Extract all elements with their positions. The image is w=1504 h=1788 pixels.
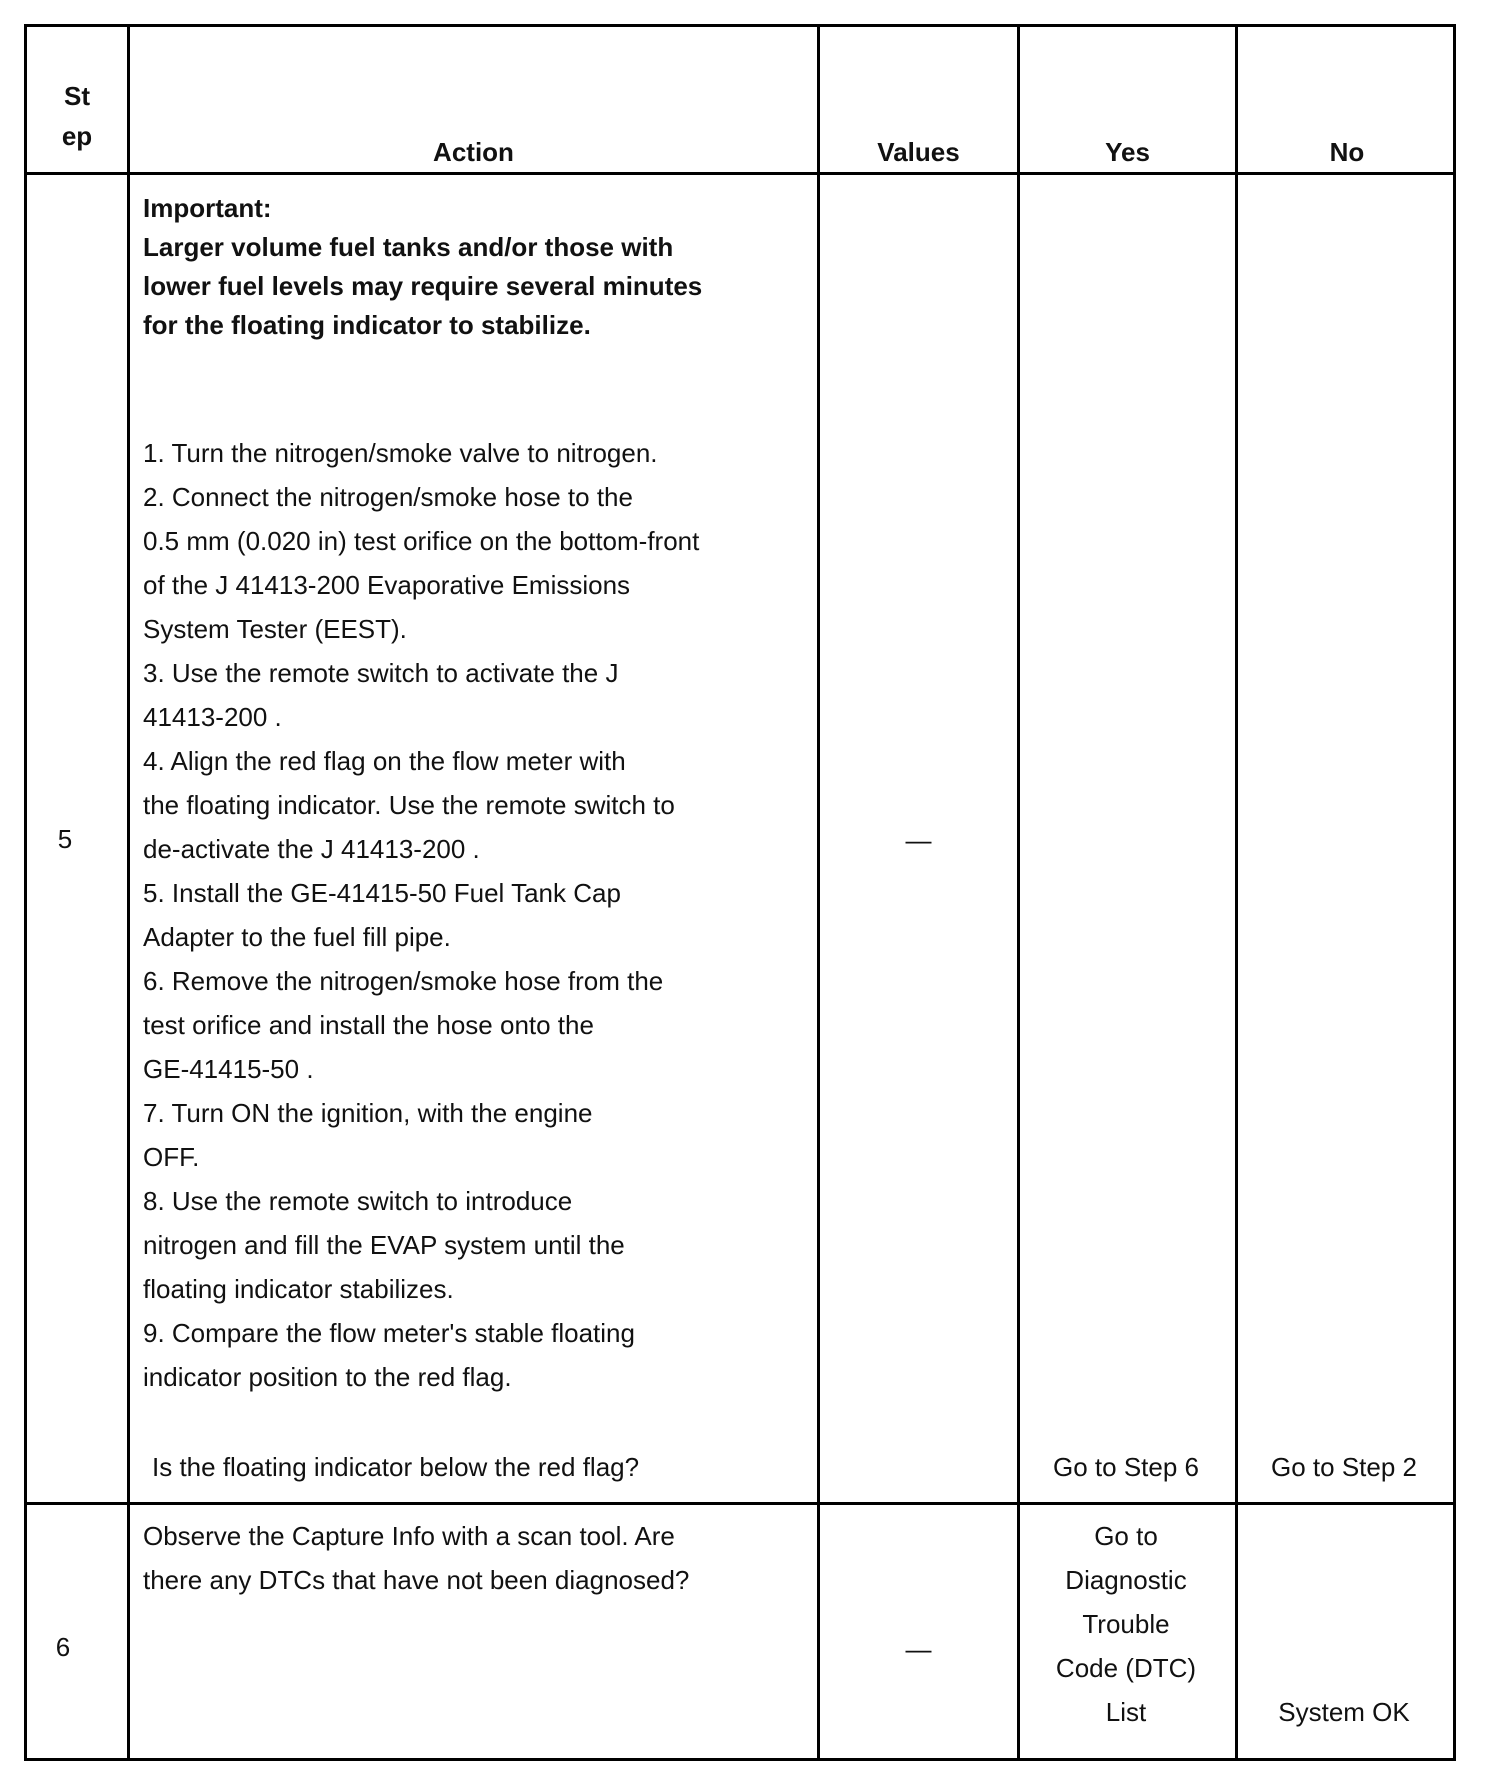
header-no: No: [1329, 137, 1365, 167]
values-dash: —: [905, 1634, 932, 1664]
important-label: Important:: [143, 193, 272, 223]
action-line: 2. Connect the nitrogen/smoke hose to the: [143, 482, 633, 512]
action-line: floating indicator stabilizes.: [143, 1274, 454, 1304]
action-line: of the J 41413-200 Evaporative Emissions: [143, 570, 631, 600]
values-dash: —: [905, 825, 932, 855]
action-text: [143, 1514, 813, 1602]
action-line: System Tester (EEST).: [143, 614, 407, 644]
important-line: Larger volume fuel tanks and/or those with: [143, 232, 674, 262]
action-line: 3. Use the remote switch to activate the J: [143, 658, 619, 688]
action-line: 41413-200 .: [143, 702, 282, 732]
action-line: nitrogen and fill the EVAP system until the: [143, 1230, 625, 1260]
action-line: OFF.: [143, 1142, 200, 1172]
important-note: [143, 189, 803, 345]
action-steps: [143, 431, 813, 1399]
column-divider: [1235, 27, 1238, 1758]
row-divider: [27, 172, 1453, 175]
header-yes: Yes: [1105, 137, 1150, 167]
action-line: 0.5 mm (0.020 in) test orifice on the bottom-front: [143, 526, 700, 556]
action-line: indicator position to the red flag.: [143, 1362, 512, 1392]
important-line: for the floating indicator to stabilize.: [143, 310, 591, 340]
column-divider: [817, 27, 820, 1758]
action-line: 9. Compare the flow meter's stable floating: [143, 1318, 635, 1348]
step-number: 6: [55, 1632, 71, 1662]
action-line: 8. Use the remote switch to introduce: [143, 1186, 573, 1216]
header-values: Values: [877, 137, 960, 167]
column-divider: [127, 27, 130, 1758]
yes-result: Go to Step 6: [1053, 1452, 1199, 1482]
procedure-table: [24, 24, 1456, 1761]
column-divider: [1017, 27, 1020, 1758]
row-divider: [27, 1502, 1453, 1505]
action-line: 1. Turn the nitrogen/smoke valve to nitrogen.: [143, 438, 658, 468]
step-number: 5: [57, 824, 73, 854]
action-line: the floating indicator. Use the remote switch to: [143, 790, 675, 820]
action-line: 6. Remove the nitrogen/smoke hose from the: [143, 966, 664, 996]
action-line: Observe the Capture Info with a scan tool. Are: [143, 1521, 675, 1551]
header-step: St ep: [61, 81, 93, 151]
action-line: 5. Install the GE-41415-50 Fuel Tank Cap: [143, 878, 621, 908]
action-line: Adapter to the fuel fill pipe.: [143, 922, 451, 952]
action-line: de-activate the J 41413-200 .: [143, 834, 480, 864]
action-question: Is the floating indicator below the red flag?: [152, 1452, 640, 1482]
important-line: lower fuel levels may require several minutes: [143, 271, 703, 301]
action-line: test orifice and install the hose onto the: [143, 1010, 594, 1040]
action-line: 7. Turn ON the ignition, with the engine: [143, 1098, 593, 1128]
action-line: there any DTCs that have not been diagnosed?: [143, 1565, 690, 1595]
no-result: Go to Step 2: [1271, 1452, 1417, 1482]
action-line: 4. Align the red flag on the flow meter with: [143, 746, 626, 776]
action-line: GE-41415-50 .: [143, 1054, 314, 1084]
yes-result: Go to Diagnostic Trouble Code (DTC) List: [1055, 1521, 1197, 1727]
no-result: System OK: [1278, 1697, 1410, 1727]
header-action: Action: [433, 137, 514, 167]
